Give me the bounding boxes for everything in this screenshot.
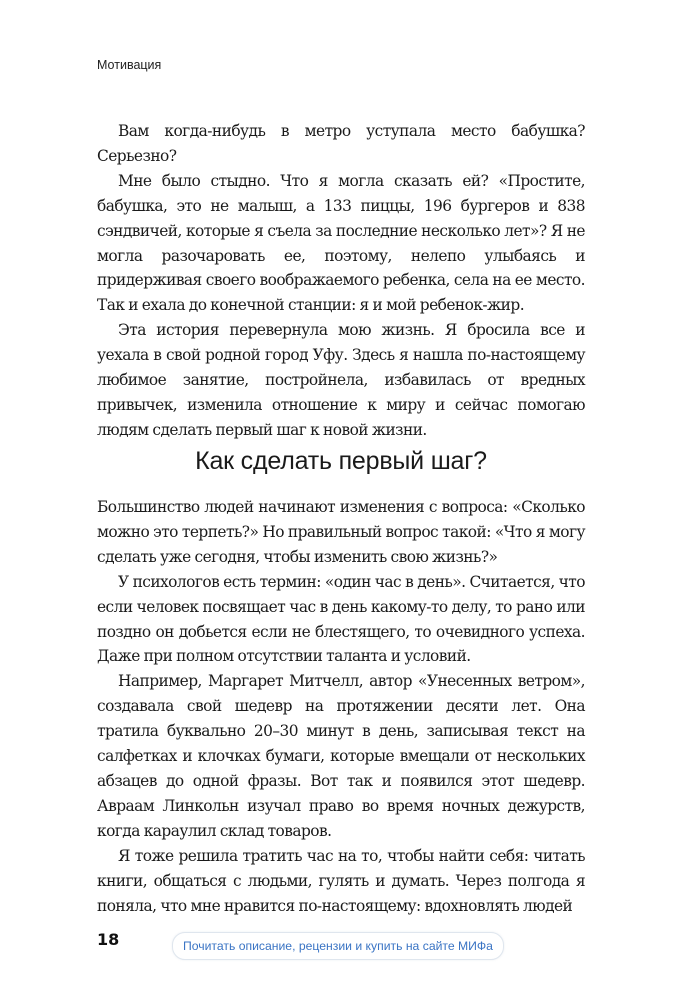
promo-link-button[interactable]: Почитать описание, рецензии и купить на сайте МИФа: [172, 932, 504, 960]
paragraph: Например, Маргарет Митчелл, автор «Унесенных ветром», создавала свой шедевр на протяжении десяти лет. Она тратила буквально 20–30 минут в день, записывая текст на салфетках и клочках бумаги, которые вмещали от нескольких абзацев до одной фразы. Вот так и появился этот шедевр. Авраам Линкольн изучал право во время ночных дежурств, когда караулил склад товаров.: [97, 672, 585, 840]
paragraph: Большинство людей начинают изменения с вопроса: «Сколько можно это терпеть?» Но правильный вопрос такой: «Что я могу сделать уже сегодня, чтобы изменить свою жизнь?»: [97, 498, 585, 566]
paragraph: Эта история перевернула мою жизнь. Я бросила все и уехала в свой родной город Уфу. Здесь я нашла по-настоящему любимое занятие, постройнела, избавилась от вредных привычек, изменила отношение к миру и сейчас помогаю людям сделать первый шаг к новой жизни.: [97, 321, 585, 439]
section-heading: Как сделать первый шаг?: [195, 447, 487, 475]
section-one-body: [97, 119, 585, 443]
paragraph: Я тоже решила тратить час на то, чтобы найти себя: читать книги, общаться с людьми, гулять и думать. Через полгода я поняла, что мне нравится по-настоящему: вдохновлять людей: [97, 846, 585, 915]
running-title: Мотивация: [97, 58, 162, 72]
page-number: 18: [97, 930, 120, 949]
paragraph: У психологов есть термин: «один час в день». Считается, что если человек посвящает час в день какому-то делу, то рано или поздно он добьется если не блестящего, то очевидного успеха. Даже при полном отсутствии таланта и условий.: [97, 572, 585, 666]
paragraph: Вам когда-нибудь в метро уступала место бабушка? Серьезно?: [97, 122, 585, 165]
section-two-body: [97, 495, 585, 918]
paragraph: Мне было стыдно. Что я могла сказать ей? «Простите, бабушка, это не малыш, а 133 пиццы, 196 бургеров и 838 сэндвичей, которые я съела за последние несколько лет»? Я не могла разочаровать ее, поэтому, нелепо улыбаясь и придерживая своего воображаемого ребенка, села на ее место. Так и ехала до конечной станции: я и мой ребенок-жир.: [97, 171, 585, 315]
